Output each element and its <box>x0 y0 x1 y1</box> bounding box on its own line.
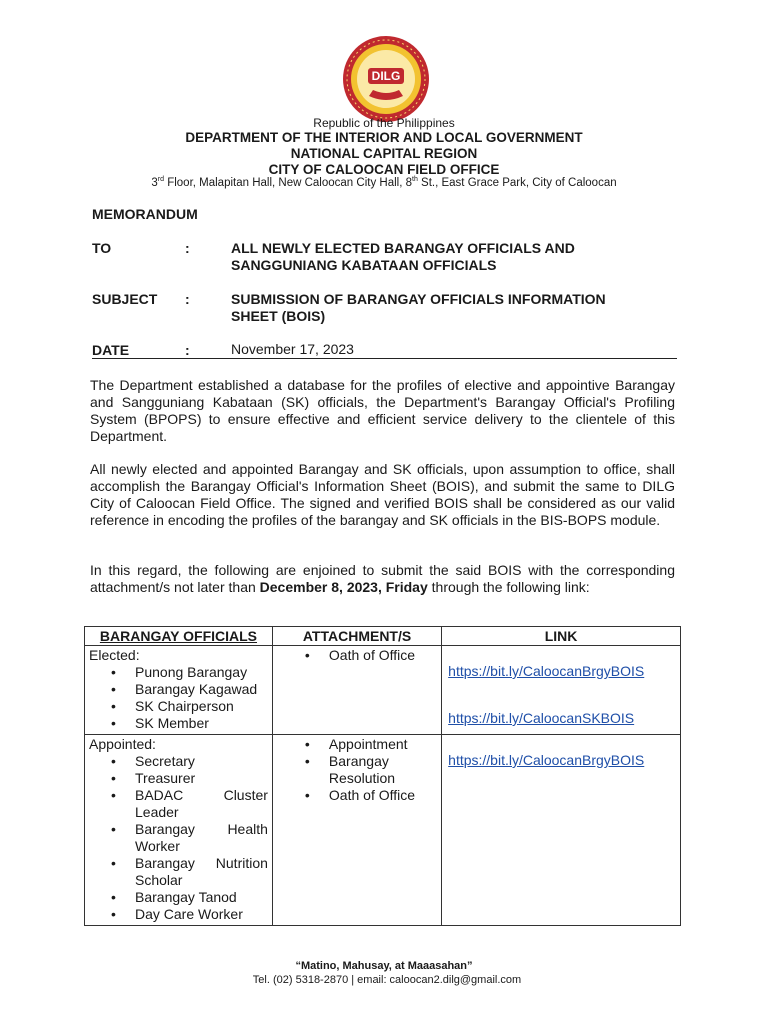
list-item: • SK Member <box>135 715 268 732</box>
list-item: • Day Care Worker <box>135 906 268 923</box>
appointed-officials-cell <box>85 735 273 926</box>
header-region: NATIONAL CAPITAL REGION <box>290 146 478 161</box>
link-caloocan-brgy-bois[interactable]: https://bit.ly/CaloocanBrgyBOIS <box>448 752 645 768</box>
date-colon: : <box>185 342 190 358</box>
list-item: • Oath of Office <box>329 647 437 664</box>
list-item: • SK Chairperson <box>135 698 268 715</box>
table-row-appointed <box>85 735 681 926</box>
svg-text:DILG: DILG <box>371 69 401 83</box>
table-row-elected <box>85 646 681 735</box>
to-value: ALL NEWLY ELECTED BARANGAY OFFICIALS AND SANGGUNIANG KABATAAN OFFICIALS <box>231 240 575 273</box>
footer-contact: Tel. (02) 5318-2870 | email: caloocan2.dilg@gmail.com <box>252 974 522 986</box>
date-label: DATE <box>92 342 130 358</box>
paragraph-1: The Department established a database for the profiles of elective and appointive Barangay and Sangguniang Kabataan (SK) officials, the Department's Barangay Official's Profiling System (BPOPS) to ensure effective and efficient service delivery to the clientele of this Department. <box>90 377 675 444</box>
header-department: DEPARTMENT OF THE INTERIOR AND LOCAL GOVERNMENT <box>185 130 583 145</box>
list-item: • Treasurer <box>135 770 268 787</box>
to-colon: : <box>185 240 190 256</box>
paragraph-2: All newly elected and appointed Barangay and SK officials, upon assumption to office, shall accomplish the Barangay Official's Information Sheet (BOIS), and submit the same to DILG City of Caloocan Field Office. The signed and verified BOIS shall be considered as our valid reference in encoding the profiles of the barangay and SK officials in the BIS-BOPS module. <box>90 461 675 528</box>
appointed-attachments-cell <box>272 735 441 926</box>
paragraph-3: In this regard, the following are enjoined to submit the said BOIS with the corresponding attachment/s not later than December 8, 2023, Friday through the following link: <box>90 562 675 595</box>
elected-label: Elected: <box>89 647 140 663</box>
list-item: • Appointment <box>329 736 437 753</box>
header-office: CITY OF CALOOCAN FIELD OFFICE <box>268 162 500 177</box>
date-value: November 17, 2023 <box>231 341 354 357</box>
elected-officials-cell <box>85 646 273 735</box>
dilg-seal-logo <box>341 34 431 124</box>
footer-motto: “Matino, Mahusay, at Maaasahan” <box>295 960 473 972</box>
list-item: • BADAC Cluster Leader <box>135 787 268 821</box>
header-divider <box>92 358 677 359</box>
subject-colon: : <box>185 291 190 307</box>
appointed-label: Appointed: <box>89 736 156 752</box>
list-item: • Barangay Resolution <box>329 753 437 787</box>
list-item: • Barangay Health Worker <box>135 821 268 855</box>
list-item: • Barangay Kagawad <box>135 681 268 698</box>
list-item: • Barangay Tanod <box>135 889 268 906</box>
list-item: • Oath of Office <box>329 787 437 804</box>
header-republic: Republic of the Philippines <box>313 116 455 130</box>
list-item: • Barangay Nutrition Scholar <box>135 855 268 889</box>
col-header-attachments: ATTACHMENT/S <box>272 627 441 646</box>
header-address: 3rd Floor, Malapitan Hall, New Caloocan City Hall, 8th St., East Grace Park, City of Caloocan <box>151 176 617 189</box>
bois-table <box>84 626 681 926</box>
appointed-links-cell <box>442 735 681 926</box>
memo-title: MEMORANDUM <box>92 206 198 222</box>
subject-label: SUBJECT <box>92 291 158 307</box>
elected-links-cell <box>442 646 681 735</box>
col-header-link: LINK <box>442 627 681 646</box>
col-header-barangay-officials: BARANGAY OFFICIALS <box>85 627 273 646</box>
elected-attachments-cell <box>272 646 441 735</box>
link-caloocan-sk-bois[interactable]: https://bit.ly/CaloocanSKBOIS <box>448 710 635 726</box>
to-label: TO <box>92 240 112 256</box>
subject-value: SUBMISSION OF BARANGAY OFFICIALS INFORMATION SHEET (BOIS) <box>231 291 606 324</box>
link-caloocan-brgy-bois[interactable]: https://bit.ly/CaloocanBrgyBOIS <box>448 663 645 679</box>
list-item: • Punong Barangay <box>135 664 268 681</box>
list-item: • Secretary <box>135 753 268 770</box>
